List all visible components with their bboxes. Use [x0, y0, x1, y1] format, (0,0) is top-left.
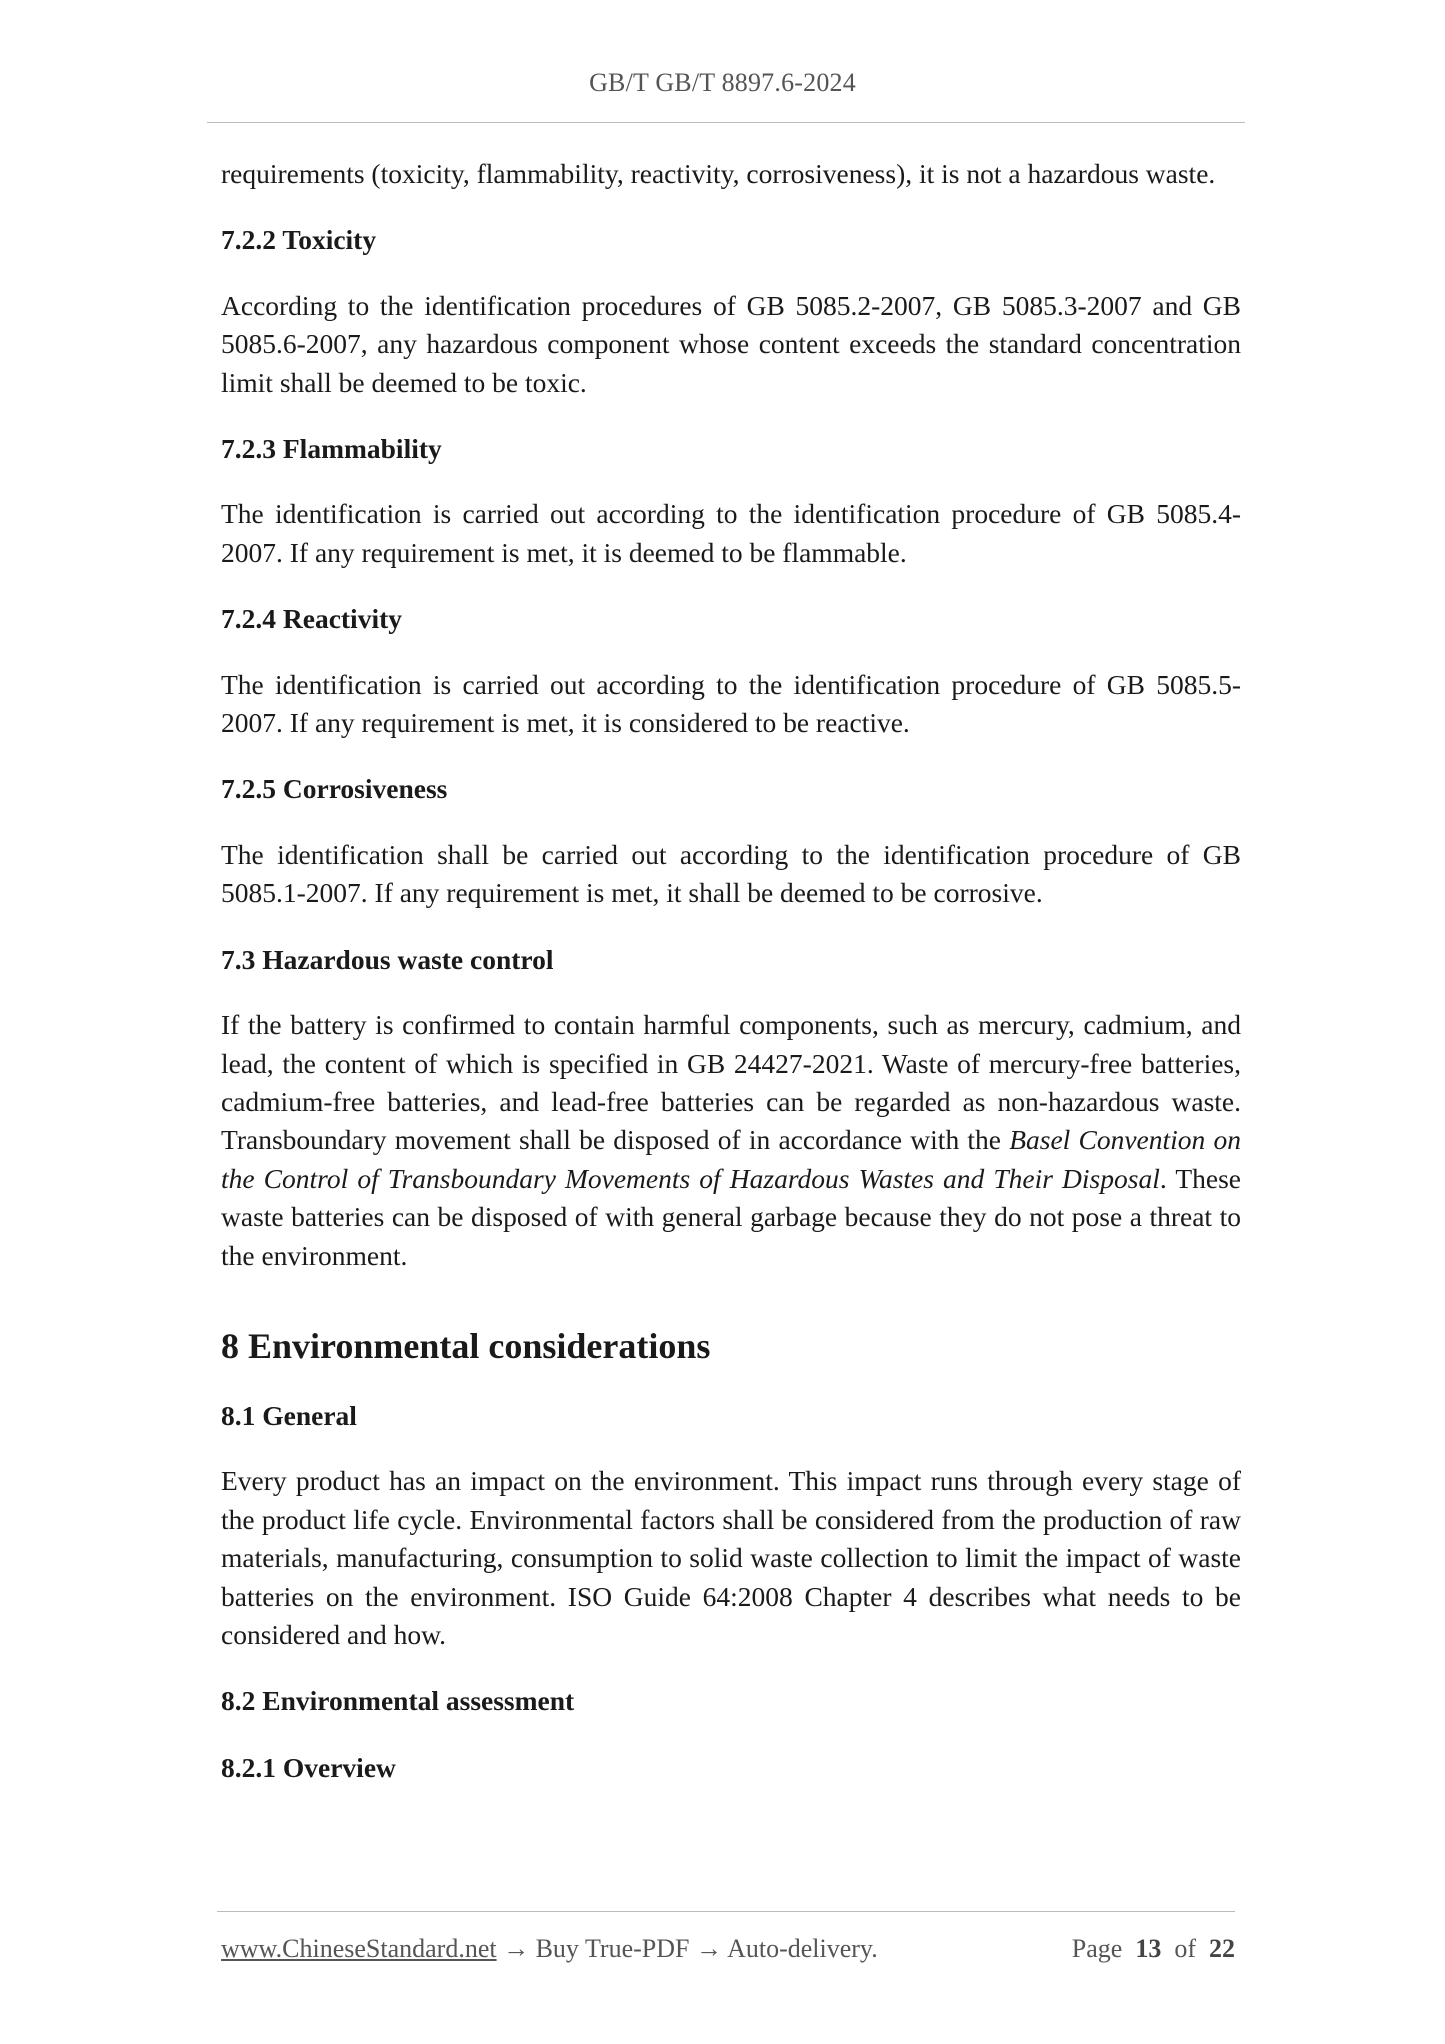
paragraph-hazardous-waste-control — [221, 1006, 1241, 1275]
buy-text: Buy True-PDF — [535, 1934, 690, 1963]
delivery-text: Auto-delivery. — [727, 1934, 878, 1963]
website-link[interactable]: www.ChineseStandard.net — [221, 1934, 497, 1963]
heading-8-1: 8.1 General — [221, 1399, 357, 1431]
heading-7-3: 7.3 Hazardous waste control — [221, 943, 554, 975]
page-label: Page — [1071, 1934, 1123, 1963]
paragraph-toxicity: According to the identification procedures of GB 5085.2-2007, GB 5085.3-2007 and GB 5085.6-2007, any hazardous component whose content exceeds the standard concentration limit shall be deemed to be toxic. — [221, 289, 1241, 398]
paragraph-general: Every product has an impact on the environment. This impact runs through every stage of the product life cycle. Environmental factors shall be considered from the production of raw materials, manufacturing, consumption to solid waste collection to limit the impact of waste batteries on the environment. ISO Guide 64:2008 Chapter 4 describes what needs to be considered and how. — [221, 1465, 1241, 1650]
footer-promo — [221, 1934, 878, 1964]
header-divider — [207, 122, 1245, 123]
running-header: GB/T GB/T 8897.6-2024 — [589, 68, 856, 97]
page-number — [1072, 1934, 1235, 1964]
heading-8-2: 8.2 Environmental assessment — [221, 1685, 575, 1717]
heading-7-2-3: 7.2.3 Flammability — [221, 433, 442, 465]
heading-7-2-5: 7.2.5 Corrosiveness — [221, 773, 448, 805]
paragraph-reactivity: The identification is carried out according to the identification procedure of GB 5085.5-2007. If any requirement is met, it is considered to be reactive. — [221, 668, 1241, 739]
heading-7-2-4: 7.2.4 Reactivity — [221, 603, 402, 635]
paragraph-text: . These waste batteries can be disposed of with general garbage because they do not pose a threat to the environment. — [221, 1162, 1241, 1271]
heading-7-2-2: 7.2.2 Toxicity — [221, 224, 377, 256]
current-page: 13 — [1135, 1934, 1162, 1963]
footer-divider — [217, 1911, 1235, 1912]
paragraph-corrosiveness: The identification shall be carried out according to the identification procedure of GB 5085.1-2007. If any requirement is met, it shall be deemed to be corrosive. — [221, 838, 1241, 909]
arrow-right-icon: → — [503, 1934, 530, 1963]
heading-8-2-1: 8.2.1 Overview — [221, 1751, 396, 1783]
heading-8: 8 Environmental considerations — [221, 1325, 711, 1366]
convention-title: Basel Convention on the Control of Transboundary Movements of Hazardous Wastes and Their Disposal — [221, 1124, 1241, 1194]
paragraph-text: If the battery is confirmed to contain harmful components, such as mercury, cadmium, and lead, the content of which is specified in GB 24427-2021. Waste of mercury-free batteries, cadmium-free batteries, and lead-free batteries can be regarded as non-hazardous waste. Transboundary movement shall be disposed of in accordance with the — [221, 1009, 1241, 1156]
paragraph-flammability: The identification is carried out according to the identification procedure of GB 5085.4-2007. If any requirement is met, it is deemed to be flammable. — [221, 498, 1241, 568]
of-label: of — [1174, 1934, 1196, 1963]
paragraph-intro: requirements (toxicity, flammability, reactivity, corrosiveness), it is not a hazardous waste. — [221, 158, 1216, 189]
total-pages: 22 — [1209, 1934, 1235, 1963]
arrow-right-icon: → — [696, 1934, 722, 1963]
page-content — [221, 155, 1241, 1787]
